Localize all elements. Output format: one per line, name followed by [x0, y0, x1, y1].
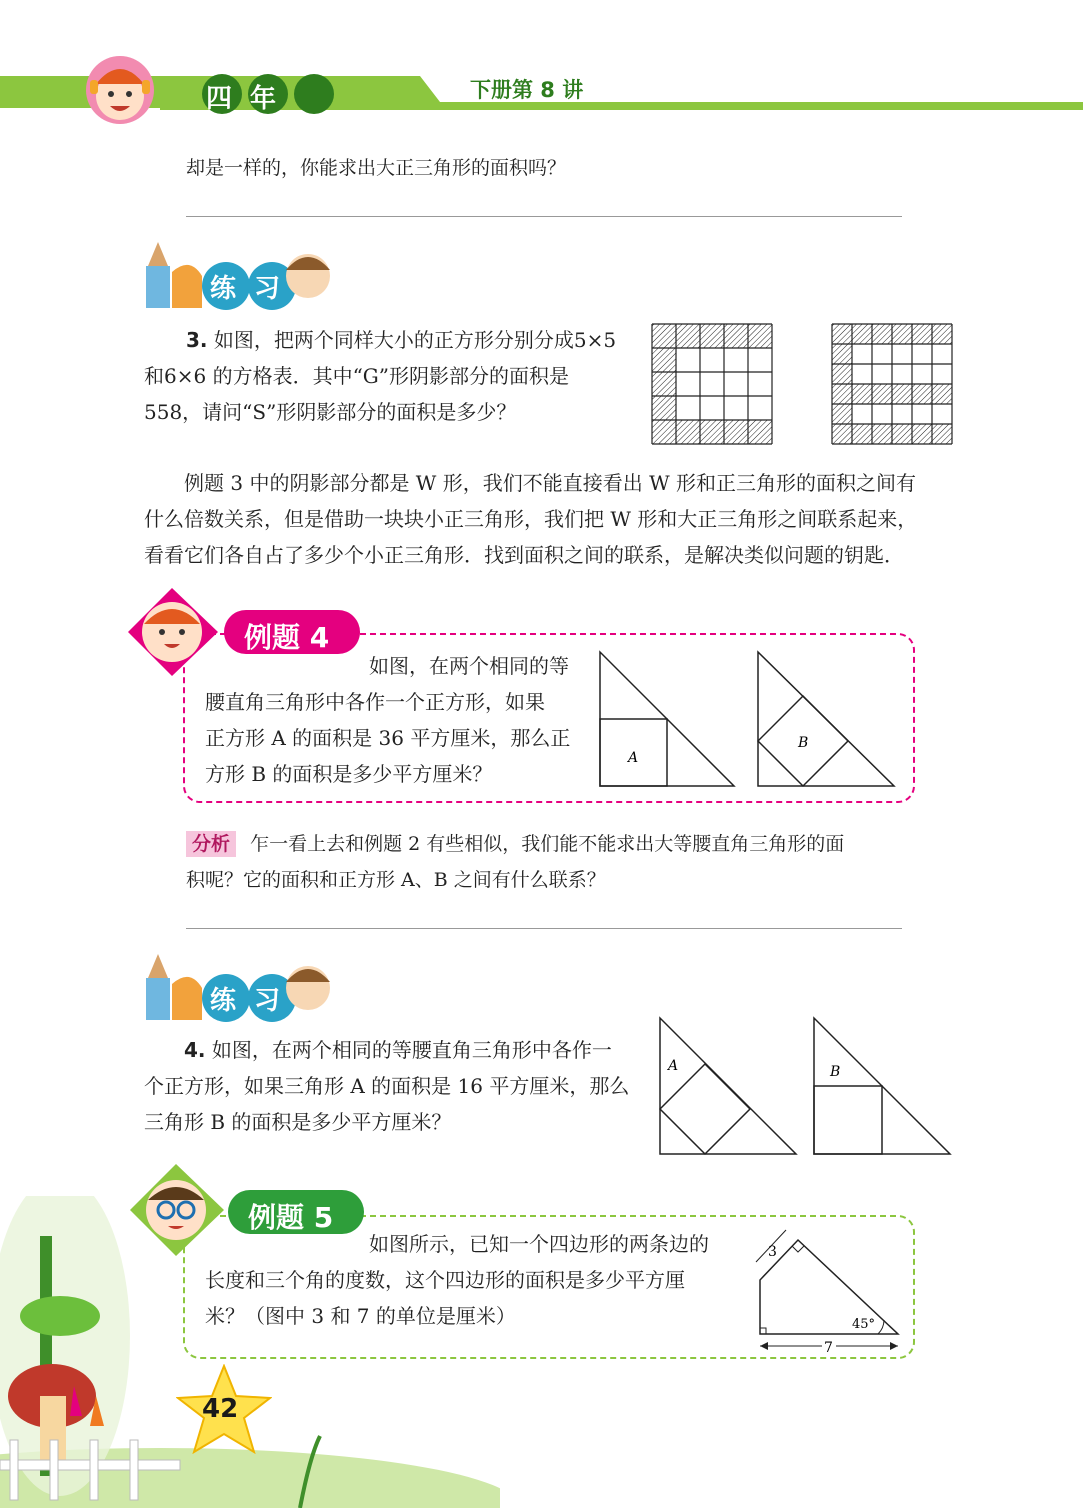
- shaded-cell: [652, 324, 676, 348]
- mascot-girl-icon: [80, 44, 160, 140]
- shaded-cell: [676, 420, 700, 444]
- intro-line: 却是一样的，你能求出大正三角形的面积吗？: [186, 157, 567, 179]
- practice4-text: 4. 如图，在两个相同的等腰直角三角形中各作一 个正方形，如果三角形 A 的面积是 16 平方厘米，那么 三角形 B 的面积是多少平方厘米？: [144, 1038, 630, 1134]
- shaded-cell: [932, 424, 952, 444]
- example5-fig-side: 3: [768, 1244, 777, 1260]
- shaded-cell: [852, 424, 872, 444]
- shaded-cell: [892, 424, 912, 444]
- shaded-cell: [852, 384, 872, 404]
- shaded-cell: [832, 424, 852, 444]
- example4-label: 例题 4: [244, 621, 330, 654]
- lesson-title: 下册第 8 讲: [470, 78, 584, 102]
- page-number-star: [176, 1364, 272, 1458]
- example5-fig-angle: 45°: [852, 1317, 876, 1332]
- divider: [186, 216, 902, 217]
- shaded-cell: [676, 324, 700, 348]
- shaded-cell: [912, 424, 932, 444]
- shaded-cell: [832, 364, 852, 384]
- practice-badge: [140, 948, 350, 1028]
- shaded-cell: [748, 420, 772, 444]
- shaded-cell: [724, 420, 748, 444]
- shaded-cell: [832, 324, 852, 344]
- grade-text: 四年级: [206, 84, 295, 151]
- shaded-cell: [912, 384, 932, 404]
- analysis-block: 分析 乍一看上去和例题 2 有些相似，我们能不能求出大等腰直角三角形的面 积呢？它的面积和正方形 A、B 之间有什么联系？: [186, 833, 845, 891]
- grade-badge: [200, 72, 340, 151]
- divider: [186, 928, 902, 929]
- practice-badge: [140, 236, 350, 316]
- s-shape-grid-figure: [830, 322, 954, 450]
- shaded-cell: [872, 324, 892, 344]
- shaded-cell: [932, 324, 952, 344]
- practice4-number: 4.: [184, 1038, 206, 1062]
- explanation-paragraph: 例题 3 中的阴影部分都是 W 形，我们不能直接看出 W 形和正三角形的面积之间有 什么倍数关系，但是借助一块块小正三角形，我们把 W 形和大正三角形之间联系起来， 看看它们各自占了多少个小正三角形．找到面积之间的联系，是解决类似问题的钥匙．: [144, 471, 918, 567]
- shaded-cell: [912, 324, 932, 344]
- practice-label: 练习: [210, 986, 299, 1016]
- example4-fig-label-a: A: [628, 750, 639, 766]
- shaded-cell: [832, 384, 852, 404]
- shaded-cell: [724, 324, 748, 348]
- shaded-cell: [872, 424, 892, 444]
- page-number: 42: [202, 1394, 239, 1424]
- shaded-cell: [652, 396, 676, 420]
- shaded-cell: [892, 384, 912, 404]
- example5-figure: [748, 1222, 908, 1360]
- practice-label: 练习: [210, 274, 299, 304]
- shaded-cell: [700, 324, 724, 348]
- shaded-cell: [832, 344, 852, 364]
- shaded-cell: [652, 348, 676, 372]
- practice3-text: 3. 如图，把两个同样大小的正方形分别分成5×5 和6×6 的方格表．其中“G”形阴影部分的面积是 558，请问“S”形阴影部分的面积是多少？: [144, 328, 617, 424]
- example4-fig-label-b: B: [798, 735, 809, 751]
- g-shape-grid-figure: [650, 322, 774, 450]
- analysis-tag: 分析: [186, 831, 236, 857]
- practice4-figure: [656, 1016, 956, 1162]
- example5-label: 例题 5: [248, 1201, 334, 1234]
- example4-figure: [596, 650, 900, 794]
- shaded-cell: [652, 420, 676, 444]
- shaded-cell: [892, 324, 912, 344]
- shaded-cell: [652, 372, 676, 396]
- shaded-cell: [832, 404, 852, 424]
- example5-text: 如图所示，已知一个四边形的两条边的 长度和三个角的度数，这个四边形的面积是多少平方厘 米？（图中 3 和 7 的单位是厘米）: [205, 1232, 709, 1328]
- shaded-cell: [932, 384, 952, 404]
- shaded-cell: [700, 420, 724, 444]
- practice3-number: 3.: [186, 328, 208, 352]
- shaded-cell: [748, 324, 772, 348]
- shaded-cell: [852, 324, 872, 344]
- practice4-fig-label-b: B: [830, 1064, 841, 1080]
- decorative-garden-illustration: [0, 1196, 500, 1512]
- example5-fig-base: 7: [824, 1340, 833, 1356]
- example4-text: 如图，在两个相同的等 腰直角三角形中各作一个正方形，如果 正方形 A 的面积是 36 平方厘米，那么正 方形 B 的面积是多少平方厘米？: [205, 654, 571, 786]
- practice4-fig-label-a: A: [668, 1058, 679, 1074]
- shaded-cell: [872, 384, 892, 404]
